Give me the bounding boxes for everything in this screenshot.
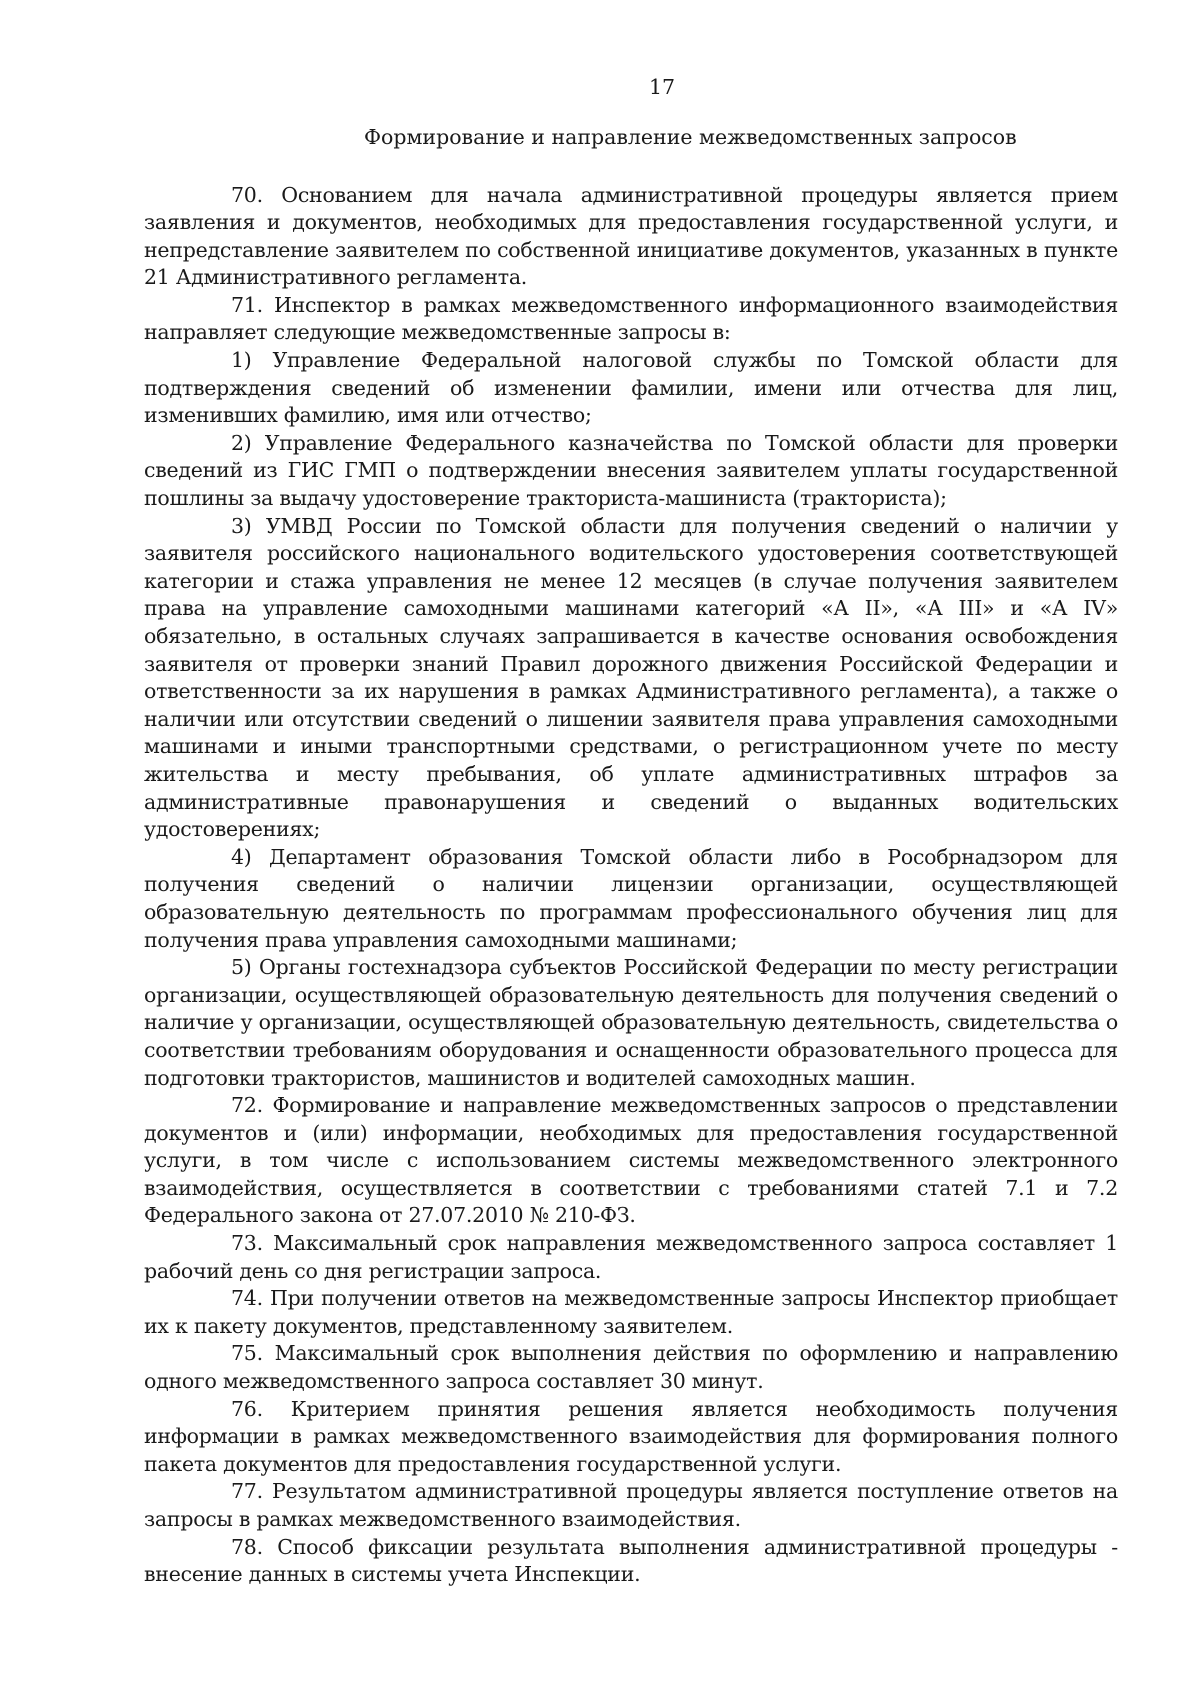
paragraph-71: 71. Инспектор в рамках межведомственного информационного взаимодействия направляет следующие межведомственные запросы в:: [144, 292, 1118, 345]
paragraph-74: 74. При получении ответов на межведомственные запросы Инспектор приобщает их к пакету документов, представленному заявителем.: [144, 1286, 1118, 1338]
list-item-3: 3) УМВД России по Томской области для получения сведений о наличии у заявителя российского национального водительского удостоверения соответствующей категории и стажа управления не менее 12 месяцев (в случае получения заявителем права на управление самоходными машинами категорий «А II», «А III» и «А IV» обязательно, в остальных случаях запрашивается в качестве основания освобождения заявителя от проверки знаний Правил дорожного движения Российской Федерации и ответственности за их нарушения в рамках Административного регламента), а также о наличии или отсутствии сведений о лишении заявителя права управления самоходными машинами и иными транспортными средствами, о регистрационном учете по месту жительства и месту пребывания, об уплате административных штрафов за административные правонарушения и сведений о выданных водительских удостоверениях;: [144, 513, 1118, 842]
paragraph-78: 78. Способ фиксации результата выполнения административной процедуры - внесение данных в системы учета Инспекции.: [144, 1534, 1118, 1587]
list-item-1: 1) Управление Федеральной налоговой службы по Томской области для подтверждения сведений об изменении фамилии, имени или отчества для лиц, изменивших фамилию, имя или отчество;: [144, 348, 1118, 428]
paragraph-75: 75. Максимальный срок выполнения действия по оформлению и направлению одного межведомственного запроса составляет 30 минут.: [144, 1341, 1118, 1394]
paragraph-70: 70. Основанием для начала административной процедуры является прием заявления и документов, необходимых для предоставления государственной услуги, и непредставление заявителем по собственной инициативе документов, указанных в пункте 21 Административного регламента.: [144, 182, 1118, 290]
paragraph-73: 73. Максимальный срок направления межведомственного запроса составляет 1 рабочий день со дня регистрации запроса.: [144, 1231, 1118, 1283]
section-title: Формирование и направление межведомственных запросов: [364, 125, 1017, 149]
page-number: 17: [648, 75, 676, 99]
paragraph-72: 72. Формирование и направление межведомственных запросов о представлении документов и (или) информации, необходимых для предоставления государственной услуги, в том числе с использованием системы межведомственного электронного взаимодействия, осуществляется в соответствии с требованиями статей 7.1 и 7.2 Федерального закона от 27.07.2010 № 210-ФЗ.: [144, 1093, 1118, 1228]
document-page: [144, 72, 1118, 1589]
paragraph-list: [144, 182, 1118, 1589]
paragraph-76: 76. Критерием принятия решения является необходимость получения информации в рамках межведомственного взаимодействия для формирования полного пакета документов для предоставления государственной услуги.: [144, 1396, 1118, 1476]
list-item-4: 4) Департамент образования Томской области либо в Рособрнадзором для получения сведений о наличии лицензии организации, осуществляющей образовательную деятельность по программам профессионального обучения лиц для получения права управления самоходными машинами;: [144, 844, 1118, 952]
list-item-5: 5) Органы гостехнадзора субъектов Российской Федерации по месту регистрации организации, осуществляющей образовательную деятельность для получения сведений о наличие у организации, осуществляющей образовательную деятельность, свидетельства о соответствии требованиям оборудования и оснащенности образовательного процесса для подготовки трактористов, машинистов и водителей самоходных машин.: [144, 955, 1118, 1090]
list-item-2: 2) Управление Федерального казначейства по Томской области для проверки сведений из ГИС ГМП о подтверждении внесения заявителем уплаты государственной пошлины за выдачу удостоверение тракториста-машиниста (тракториста);: [144, 430, 1118, 511]
paragraph-77: 77. Результатом административной процедуры является поступление ответов на запросы в рамках межведомственного взаимодействия.: [144, 1479, 1118, 1531]
